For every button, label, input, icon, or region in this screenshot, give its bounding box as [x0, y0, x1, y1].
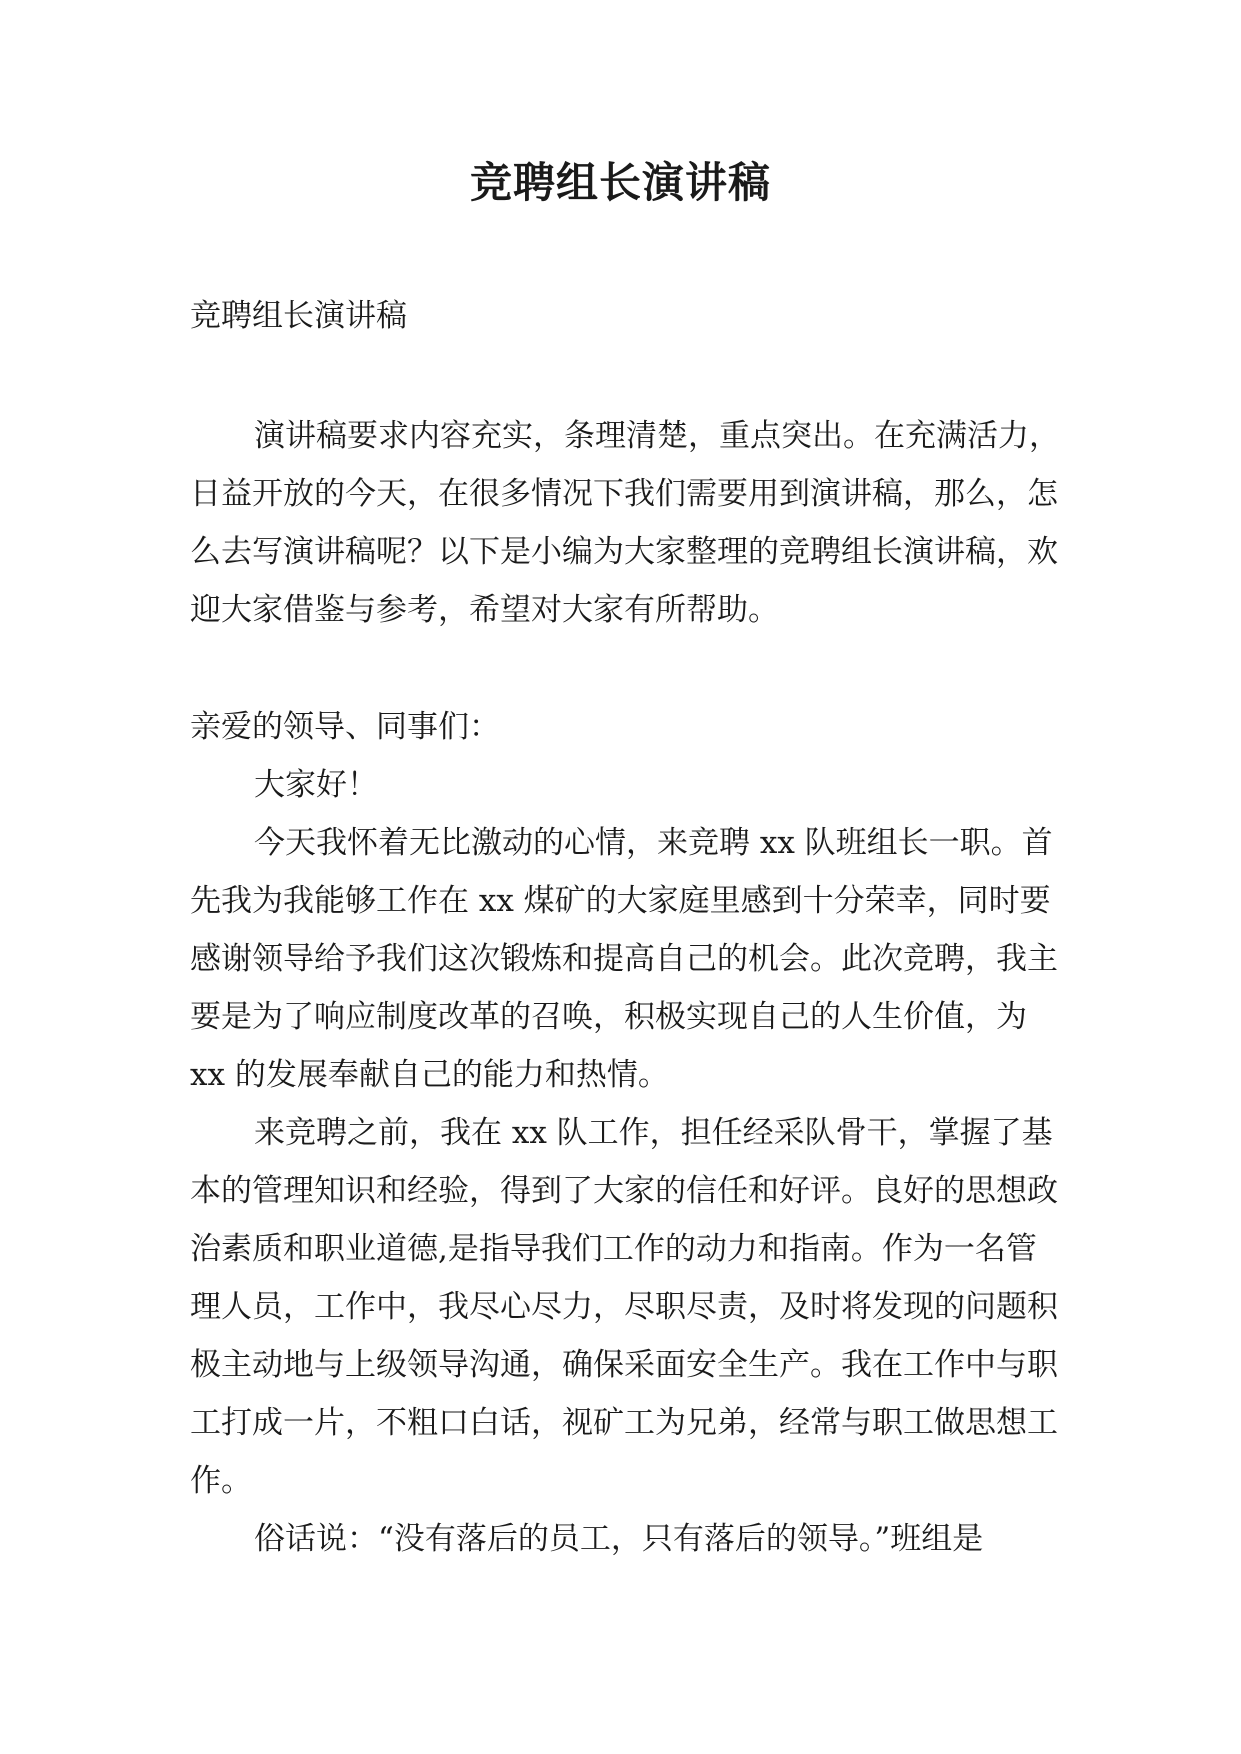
- intro-paragraph: 演讲稿要求内容充实，条理清楚，重点突出。在充满活力，日益开放的今天，在很多情况下我们需要用到演讲稿，那么，怎么去写演讲稿呢？以下是小编为大家整理的竞聘组长演讲稿，欢迎大家借鉴与参考，希望对大家有所帮助。: [190, 418, 1060, 628]
- document-title: 竞聘组长演讲稿: [469, 158, 771, 207]
- speech-body: [190, 698, 1060, 1568]
- body-paragraph: 来竞聘之前，我在 xx 队工作，担任经采队骨干，掌握了基本的管理知识和经验，得到了大家的信任和好评。良好的思想政治素质和职业道德,是指导我们工作的动力和指南。作为一名管理人员，工作中，我尽心尽力，尽职尽责，及时将发现的问题积极主动地与上级领导沟通，确保采面安全生产。我在工作中与职工打成一片，不粗口白话，视矿工为兄弟，经常与职工做思想工作。: [190, 1115, 1058, 1499]
- salutation: 亲爱的领导、同事们：: [190, 709, 500, 745]
- document-subtitle: 竞聘组长演讲稿: [190, 298, 407, 334]
- body-paragraph: 今天我怀着无比激动的心情，来竞聘 xx 队班组长一职。首先我为我能够工作在 xx 煤矿的大家庭里感到十分荣幸，同时要感谢领导给予我们这次锻炼和提高自己的机会。此次竞聘，我主要是为了响应制度改革的召唤，积极实现自己的人生价值，为 xx 的发展奉献自己的能力和热情。: [190, 825, 1058, 1093]
- greeting: 大家好！: [254, 767, 378, 803]
- intro-section: [190, 407, 1060, 639]
- body-paragraph: 俗话说：“没有落后的员工，只有落后的领导。”班组是: [254, 1521, 984, 1557]
